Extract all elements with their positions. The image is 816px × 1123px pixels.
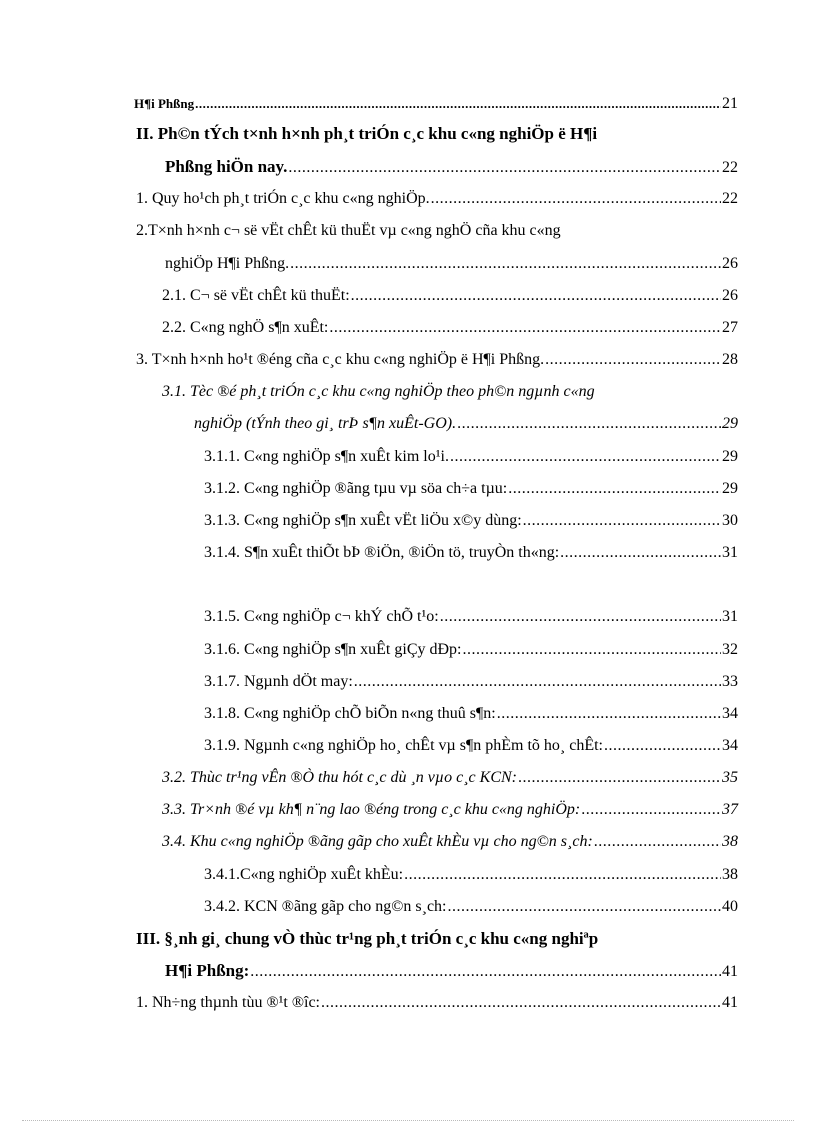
toc-entry-text: 3.1.1. C«ng nghiÖp s¶n xuÊt kim lo¹i. [204, 448, 449, 465]
toc-leader-dots [195, 94, 721, 114]
toc-entry-text: 1. Nh÷ng thµnh tùu ®¹t ®îc: [136, 994, 320, 1011]
toc-entry [204, 865, 738, 885]
toc-leader-dots [290, 254, 721, 274]
page-bottom-divider [22, 1120, 794, 1121]
toc-entry-text: 3.1.8. C«ng nghiÖp chÕ biÕn n«ng thuû s¶n: [204, 705, 496, 722]
toc-entry [165, 157, 738, 178]
toc-leader-dots [604, 736, 721, 756]
toc-leader-dots [518, 768, 721, 788]
toc-page-number: 22 [722, 190, 738, 207]
toc-leader-dots [497, 704, 721, 724]
toc-page-number: 28 [722, 351, 738, 368]
toc-entry [204, 640, 738, 660]
toc-entry-text: H¶i Phßng [134, 96, 195, 111]
toc-entry [204, 511, 738, 531]
toc-entry [136, 221, 561, 241]
toc-entry [194, 414, 738, 434]
toc-entry-text: 3.1.9. Ngµnh c«ng nghiÖp ho¸ chÊt vµ s¶n phÈm tõ ho¸ chÊt: [204, 737, 603, 754]
toc-leader-dots [450, 447, 721, 467]
toc-page-number: 30 [722, 512, 738, 529]
toc-leader-dots [440, 607, 721, 627]
toc-leader-dots [250, 962, 721, 982]
toc-entry [165, 961, 738, 982]
toc-entry [136, 189, 738, 209]
toc-leader-dots [462, 640, 721, 660]
toc-page-number: 31 [722, 608, 738, 625]
toc-entry [134, 94, 738, 114]
toc-heading [136, 124, 597, 144]
toc-entry-text: 3.1.7. Ngµnh dÖt may: [204, 673, 353, 690]
toc-entry [204, 704, 738, 724]
toc-page-number: 38 [722, 866, 738, 883]
toc-entry [162, 768, 738, 788]
toc-entry-text: 1. Quy ho¹ch ph¸t triÓn c¸c khu c«ng nghiÖp. [136, 190, 430, 207]
toc-entry [162, 800, 738, 820]
toc-leader-dots [351, 286, 721, 306]
toc-page-number: 34 [722, 737, 738, 754]
toc-entry-text: 3.1.4. S¶n xuÊt thiÕt bÞ ®iÖn, ®iÖn tö, truyÒn th«ng: [204, 544, 560, 561]
toc-leader-dots [321, 993, 721, 1013]
toc-leader-dots [581, 800, 721, 820]
toc-entry-text: 3.1.5. C«ng nghiÖp c¬ khÝ chÕ t¹o: [204, 608, 439, 625]
toc-page-number: 21 [722, 95, 738, 112]
toc-page-number: 35 [722, 769, 738, 786]
toc-entry-text: 3.4. Khu c«ng nghiÖp ®ãng gãp cho xuÊt khÈu vµ cho ng©n s¸ch: [162, 833, 593, 850]
toc-page-number: 27 [722, 319, 738, 336]
toc-entry-text: III. §¸nh gi¸ chung vÒ thùc tr¹ng ph¸t triÓn c¸c khu c«ng nghiªp [136, 929, 599, 948]
toc-leader-dots [431, 189, 721, 209]
toc-entry-text: 3.1.3. C«ng nghiÖp s¶n xuÊt vËt liÖu x©y dùng: [204, 512, 522, 529]
toc-leader-dots [288, 158, 721, 178]
toc-leader-dots [594, 832, 721, 852]
toc-page-number: 22 [722, 159, 738, 176]
toc-page-number: 29 [722, 448, 738, 465]
toc-entry-text: 3.4.1.C«ng nghiÖp xuÊt khÈu: [204, 866, 404, 883]
toc-heading [136, 929, 598, 949]
toc-leader-dots [329, 318, 721, 338]
toc-entry [136, 993, 738, 1013]
toc-entry-text: nghiÖp (tÝnh theo gi¸ trÞ s¶n xuÊt-GO). [194, 415, 457, 432]
toc-page-number: 37 [722, 801, 738, 818]
toc-entry-text: 3.4.2. KCN ®ãng gãp cho ng©n s¸ch: [204, 898, 447, 915]
toc-leader-dots [560, 543, 721, 563]
toc-entry-text: 2.1. C¬ së vËt chÊt kü thuËt: [162, 287, 350, 304]
toc-entry [162, 318, 738, 338]
toc-entry [204, 447, 738, 467]
toc-page-number: 41 [722, 963, 738, 980]
toc-entry [136, 350, 738, 370]
toc-leader-dots [545, 350, 721, 370]
toc-entry-text: 3.3. Tr×nh ®é vµ kh¶ n¨ng lao ®éng trong c¸c khu c«ng nghiÖp: [162, 801, 581, 818]
toc-entry [204, 543, 738, 563]
toc-leader-dots [354, 672, 721, 692]
toc-entry [204, 672, 738, 692]
toc-leader-dots [448, 897, 722, 917]
toc-entry [162, 382, 595, 402]
toc-entry [204, 479, 738, 499]
toc-page-number: 32 [722, 641, 738, 658]
toc-entry-text: Phßng hiÖn nay. [165, 157, 288, 176]
toc-page-number: 26 [722, 255, 738, 272]
toc-page-number: 31 [722, 544, 738, 561]
toc-entry-text: 2.2. C«ng nghÖ s¶n xuÊt: [162, 319, 329, 336]
toc-page-number: 34 [722, 705, 738, 722]
toc-entry [165, 254, 738, 274]
toc-page-number: 29 [722, 415, 738, 432]
toc-page-number: 26 [722, 287, 738, 304]
toc-leader-dots [457, 414, 721, 434]
toc-leader-dots [508, 479, 721, 499]
toc-page-number: 40 [722, 898, 738, 915]
toc-entry-text: H¶i Phßng: [165, 961, 250, 980]
toc-entry-text: nghiÖp H¶i Phßng. [165, 255, 290, 272]
toc-page-number: 41 [722, 994, 738, 1011]
toc-page-number: 33 [722, 673, 738, 690]
toc-entry-text: 3.1.6. C«ng nghiÖp s¶n xuÊt giÇy dÐp: [204, 641, 462, 658]
toc-entry-text: 3.1.2. C«ng nghiÖp ®ãng tµu vµ söa ch÷a tµu: [204, 480, 508, 497]
toc-leader-dots [523, 511, 721, 531]
toc-leader-dots [404, 865, 721, 885]
toc-entry [204, 607, 738, 627]
toc-entry [204, 897, 738, 917]
toc-entry [162, 286, 738, 306]
toc-entry-text: 3.2. Thùc tr¹ng vÊn ®Ò thu hót c¸c dù ¸n vµo c¸c KCN: [162, 769, 517, 786]
toc-page-number: 29 [722, 480, 738, 497]
toc-entry-text: 3. T×nh h×nh ho¹t ®éng cña c¸c khu c«ng nghiÖp ë H¶i Phßng. [136, 351, 545, 368]
toc-entry-text: 2.T×nh h×nh c¬ së vËt chÊt kü thuËt vµ c«ng nghÖ cña khu c«ng [136, 222, 561, 239]
toc-entry [204, 736, 738, 756]
toc-page-number: 38 [722, 833, 738, 850]
toc-entry-text: II. Ph©n tÝch t×nh h×nh ph¸t triÓn c¸c khu c«ng nghiÖp ë H¶i [136, 124, 598, 143]
toc-entry [162, 832, 738, 852]
toc-entry-text: 3.1. Tèc ®é ph¸t triÓn c¸c khu c«ng nghiÖp theo ph©n ngµnh c«ng [162, 383, 595, 400]
